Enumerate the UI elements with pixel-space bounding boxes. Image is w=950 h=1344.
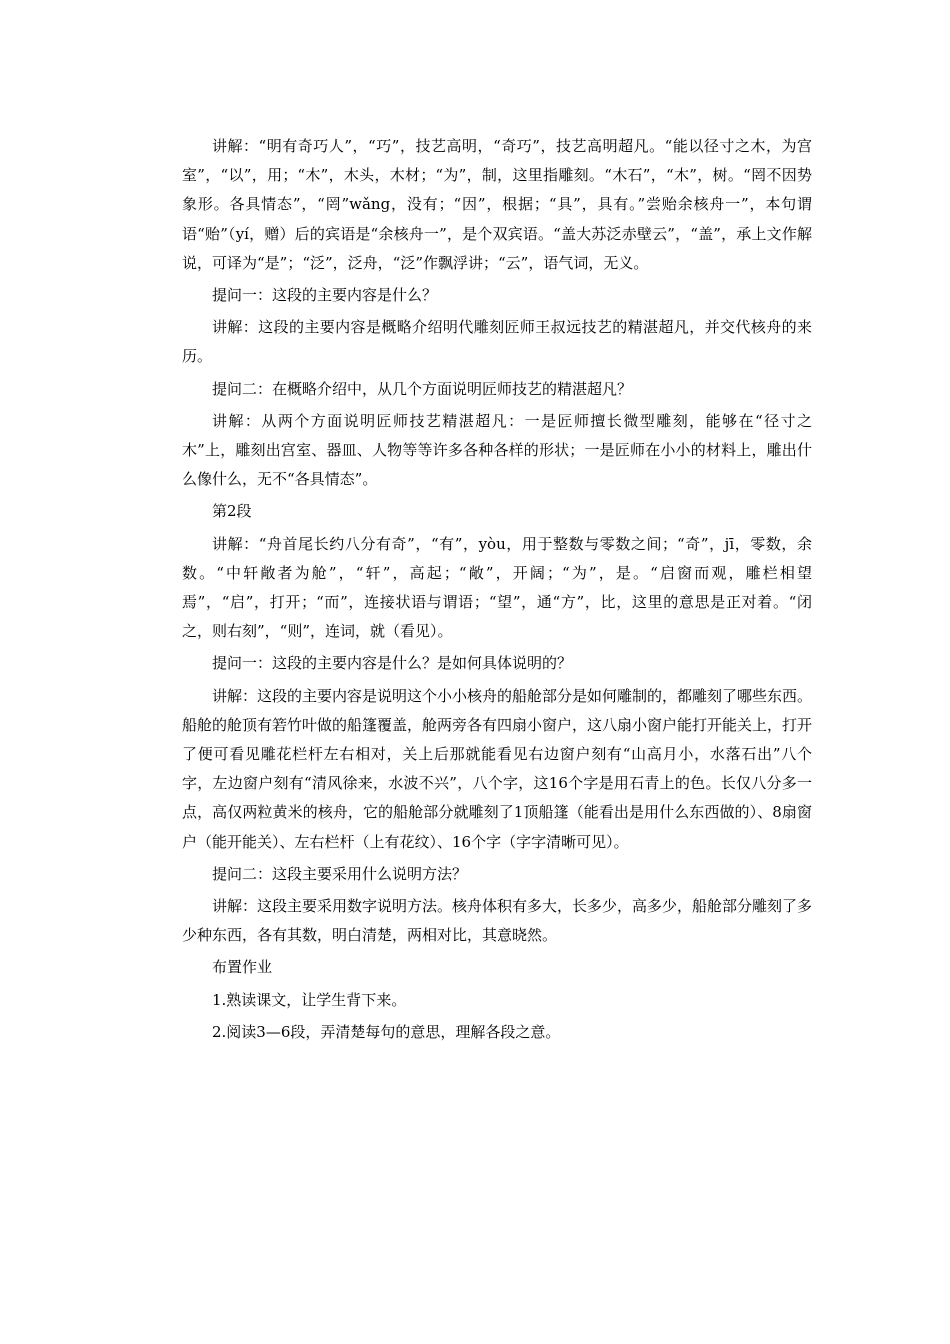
question-3: 提问一：这段的主要内容是什么？是如何具体说明的？ — [212, 654, 573, 673]
question-2: 提问二：在概略介绍中，从几个方面说明匠师技艺的精湛超凡？ — [212, 379, 633, 398]
explanation-paragraph-3: 讲解：从两个方面说明匠师技艺精湛超凡：一是匠师擅长微型雕刻，能够在“径寸之木”上，雕刻出宫室、器皿、人物等等许多各种各样的形状；一是匠师在小小的材料上，雕出什么像什么，无不“各具情态”。 — [182, 411, 812, 489]
explanation-paragraph-4: 讲解：“舟首尾长约八分有奇”，“有”，yòu，用于整数与零数之间；“奇”，jī，零数，余数。“中轩敞者为舱”，“轩”，高起；“敞”，开阔；“为”，是。“启窗而观，雕栏相望焉”，“启”，打开；“而”，连接状语与谓语；“望”，通“方”，比，这里的意思是正对着。“闭之，则右刻”，“则”，连词，就（看见）。 — [182, 534, 812, 641]
document-page — [182, 132, 812, 1050]
homework-item-1: 1.熟读课文，让学生背下来。 — [212, 990, 407, 1009]
explanation-paragraph-2: 讲解：这段的主要内容是概略介绍明代雕刻匠师王叔远技艺的精湛超凡，并交代核舟的来历。 — [182, 318, 812, 366]
homework-item-2: 2.阅读3—6段，弄清楚每句的意思，理解各段之意。 — [212, 1022, 561, 1041]
explanation-paragraph-5: 讲解：这段的主要内容是说明这个小小核舟的船舱部分是如何雕制的，都雕刻了哪些东西。船舱的舱顶有箬竹叶做的船篷覆盖，舱两旁各有四扇小窗户，这八扇小窗户能打开能关上，打开了便可看见雕花栏杆左右相对，关上后那就能看见右边窗户刻有“山高月小，水落石出”八个字，左边窗户刻有“清风徐来，水波不兴”，八个字，这16个字是用石青上的色。长仅八分多一点，高仅两粒黄米的核舟，它的船舱部分就雕刻了1顶船篷（能看出是用什么东西做的）、8扇窗户（能开能关）、左右栏杆（上有花纹）、16个字（字字清晰可见）。 — [182, 686, 813, 851]
question-1: 提问一：这段的主要内容是什么？ — [212, 286, 438, 305]
homework-heading: 布置作业 — [212, 958, 273, 977]
question-4: 提问二：这段主要采用什么说明方法？ — [212, 864, 468, 883]
section-heading-2: 第2段 — [212, 502, 252, 521]
explanation-paragraph-6: 讲解：这段主要采用数字说明方法。核舟体积有多大，长多少，高多少，船舱部分雕刻了多少种东西，各有其数，明白清楚，两相对比，其意晓然。 — [182, 897, 813, 945]
explanation-paragraph-1: 讲解：“明有奇巧人”，“巧”，技艺高明，“奇巧”，技艺高明超凡。“能以径寸之木，为宫室”，“以”，用；“木”，木头，木材；“为”，制，这里指雕刻。“木石”，“木”，树。“罔不因势象形。各具情态”，“罔”wǎng，没有；“因”，根据；“具”，具有。”尝贻余核舟一”，本句谓语“贻”（yí，赠）后的宾语是“余核舟一”，是个双宾语。“盖大苏泛赤壁云”，“盖”，承上文作解说，可译为“是”；“泛”，泛舟，“泛”作飘浮讲；“云”，语气词，无义。 — [182, 137, 812, 272]
